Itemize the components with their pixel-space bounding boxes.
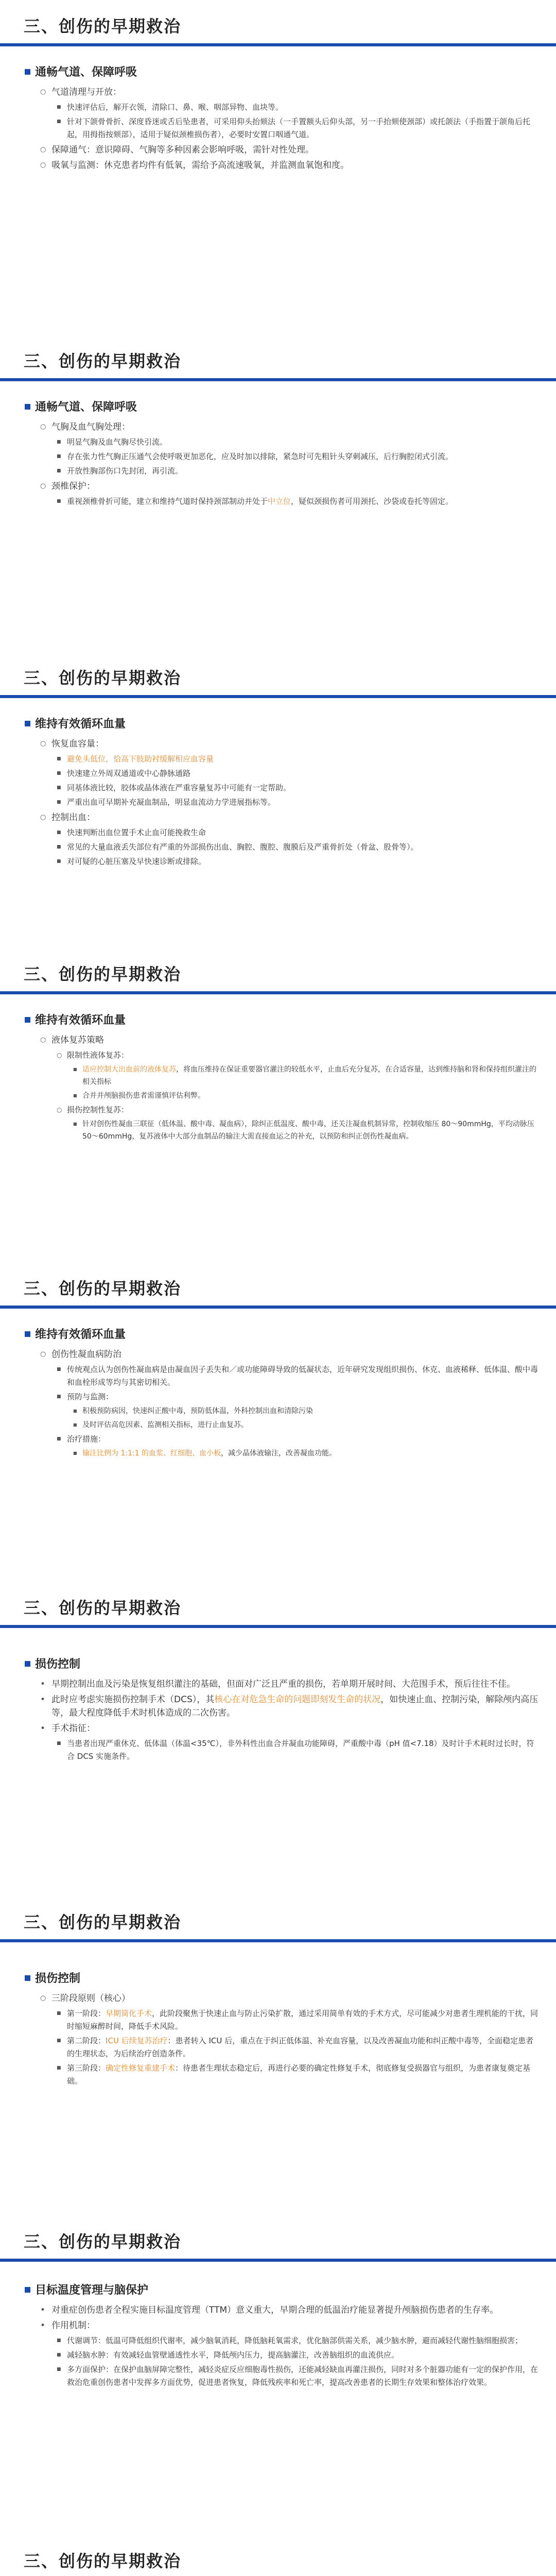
slide-title: 三、创伤的早期救治 xyxy=(24,351,182,371)
list-item: ■ 避免头低位，恰高下肢助衬缓解相应血容量 xyxy=(57,753,540,766)
slide-title: 三、创伤的早期救治 xyxy=(24,2551,182,2571)
list-item: ■ 针对创伤性凝血三联征（低体温、酸中毒、凝血病），除纠正低温度、酸中毒，还关注凝血机制异常，控制收缩压 80～90mmHg，平均动脉压 50～60mmHg，复苏液体中大部分血制品的输注大需直接血运之的补充，以预防和纠正创伤性凝血病。 xyxy=(73,1118,540,1143)
list-item: ■ 对可疑的心脏压塞及早快速诊断或排除。 xyxy=(57,855,540,868)
title-rule xyxy=(0,1939,556,1942)
list-item: ■ 及时评估高危因素、监测相关指标，进行止血复苏。 xyxy=(73,1419,540,1431)
slide-5 xyxy=(0,1262,556,1551)
list-item: ■ 适应控制大出血前的液体复苏，将血压维持在保证重要器官灌注的较低水平，止血后充分复苏，在合适容量，达到维持脑和肾和保持组织灌注的相关指标 xyxy=(73,1063,540,1088)
list-item: ○ 损伤控制性复苏： xyxy=(57,1104,540,1116)
list-item: ■ 第三阶段：确定性修复重建手术：待患者生理状态稳定后，再进行必要的确定性修复手术，彻底修复受损器官与组织，为患者康复奠定基础。 xyxy=(57,2062,540,2088)
slide-title: 三、创伤的早期救治 xyxy=(24,964,182,984)
title-rule xyxy=(0,378,556,381)
list-item: ○ 三阶段原则（核心） xyxy=(40,1992,540,2005)
slide-6 xyxy=(0,1582,556,1860)
list-item: ■ 传统观点认为创伤性凝血病是由凝血因子丢失和／或功能障碍导致的低凝状态，近年研究发现组织损伤、休克、血液稀释、低体温、酸中毒和血栓形成等均与其密切相关。 xyxy=(57,1363,540,1389)
list-item: ○ 气胸及血气胸处理： xyxy=(40,420,540,434)
list-item: • 对重症创伤患者全程实施目标温度管理（TTM）意义重大，早期合理的低温治疗能显著提升颅脑损伤患者的生存率。 xyxy=(40,2303,540,2317)
list-item: ■ 重视颈椎骨折可能，建立和维持气道时保持颈部制动并处于中立位，疑似颈损伤者可用颈托、沙袋或卷托等固定。 xyxy=(57,495,540,508)
list-item: ■ 快速评估后，解开衣领，清除口、鼻、喉、咽部异物、血块等。 xyxy=(57,101,540,114)
list-item: ■ 代谢调节：低温可降低组织代谢率，减少脑氧消耗，降低脑耗氧需求，优化脑部供需关系，减少脑水肿，避而减轻代谢性脑细胞损害； xyxy=(57,2334,540,2347)
list-item: ■ 积极预防病因，快速纠正酸中毒，预防低体温，外科控制出血和清除污染 xyxy=(73,1405,540,1417)
list-item: ■ 存在张力性气胸正压通气会使呼吸更加恶化，应及时加以排除，紧急时可先粗针头穿刺减压，后行胸腔闭式引流。 xyxy=(57,450,540,463)
title-rule xyxy=(0,991,556,994)
list-item: ○ 保障通气：意识障碍、气胸等多种因素会影响呼吸，需针对性处理。 xyxy=(40,143,540,157)
list-item: ○ 控制出血： xyxy=(40,811,540,824)
slide-3 xyxy=(0,652,556,940)
list-item: ■ 同基体液比较，胶体或晶体液在严重容量复苏中可能有一定帮助。 xyxy=(57,782,540,794)
list-item: ■ 第二阶段：ICU 后续复苏治疗：患者转入 ICU 后，重点在于纠正低体温、补充血容量，以及改善凝血功能和纠正酸中毒等，全面稳定患者的生理状态，为后续治疗创造条件。 xyxy=(57,2035,540,2060)
list-item: • 早期控制出血及污染是恢复组织灌注的基础，但面对广泛且严重的损伤，若单期开展时间、大范围手术，预后往往不佳。 xyxy=(40,1677,540,1691)
list-item: ○ 恢复血容量： xyxy=(40,737,540,751)
list-item: ■ 开放性胸部伤口先封闭，再引流。 xyxy=(57,465,540,478)
list-item: ■ 常见的大量血液丢失部位有严重的外部损伤出血、胸腔、腹腔、腹膜后及严重骨折处（骨盆、股骨等）。 xyxy=(57,841,540,854)
list-item: ■ 当患者出现严重休克、低体温（体温<35℃），非外科性出血合并凝血功能障碍，严重酸中毒（pH 值<7.18）及时计手术耗时过长时，符合 DCS 实施条件。 xyxy=(57,1737,540,1763)
list-item: ○ 吸氧与监测：休克患者均件有低氧，需给予高流速吸氧，并监测血氧饱和度。 xyxy=(40,159,540,172)
slide-8 xyxy=(0,2215,556,2514)
slide-title: 三、创伤的早期救治 xyxy=(24,1279,182,1298)
section-heading: 通畅气道、保障呼吸 xyxy=(25,400,540,415)
list-item: ■ 第一阶段：早期简化手术，此阶段聚焦于快速止血与防止污染扩散，通过采用简单有效的手术方式，尽可能减少对患者生理机能的干扰，同时缩短麻醉时间，降低手术风险。 xyxy=(57,2007,540,2033)
section-heading: 通畅气道、保障呼吸 xyxy=(25,65,540,80)
list-item: ■ 针对下颌骨骨折、深度昏迷或舌后坠患者，可采用仰头抬颏法（一手置额头后仰头部，另一手抬颏使颈部）或托颌法（手指置于颌角后托起，用拇指按颏部），适用于疑似颈椎损伤者），必要时安置口咽通气道。 xyxy=(57,115,540,141)
slide-title: 三、创伤的早期救治 xyxy=(24,2232,182,2251)
slide-title: 三、创伤的早期救治 xyxy=(24,668,182,688)
list-item: ○ 液体复苏策略 xyxy=(40,1033,540,1047)
list-item: ■ 严重出血可早期补充凝血制品，明显血流动力学进展指标等。 xyxy=(57,796,540,809)
list-item: ■ 减轻脑水肿：有效减轻血管壁通透性水平，降低颅内压力，提高脑灌注，改善脑组织的血流供应。 xyxy=(57,2349,540,2362)
slide-9 xyxy=(0,2535,556,2576)
section-heading: 目标温度管理与脑保护 xyxy=(25,2283,540,2298)
title-rule xyxy=(0,695,556,698)
section-heading: 损伤控制 xyxy=(25,1657,540,1672)
slide-title: 三、创伤的早期救治 xyxy=(24,1598,182,1618)
slide-title: 三、创伤的早期救治 xyxy=(24,16,182,36)
list-item: ■ 治疗措施： xyxy=(57,1433,540,1446)
list-item: ■ 多方面保护：在保护血脑屏障完整性，减轻炎症反应细胞毒性损伤，还能减轻缺血再灌注损伤，同时对多个脏器功能有一定的保护作用，在救治危重创伤患者中发挥多方面优势，促进患者恢复，降低残疾率和死亡率，提高改善患者的长期生存效果和整体治疗效果。 xyxy=(57,2363,540,2389)
section-heading: 维持有效循环血量 xyxy=(25,1013,540,1028)
section-heading: 维持有效循环血量 xyxy=(25,1327,540,1343)
list-item: ■ 输注比例为 1:1:1 的血浆、红细胞、血小板，减少晶体液输注，改善凝血功能。 xyxy=(73,1447,540,1460)
list-item: ■ 快速建立外周双通道或中心静脉通路 xyxy=(57,767,540,780)
slide-title: 三、创伤的早期救治 xyxy=(24,1912,182,1932)
list-item: • 作用机制： xyxy=(40,2319,540,2332)
list-item: ○ 颈椎保护： xyxy=(40,480,540,493)
list-item: ○ 气道清理与开放： xyxy=(40,86,540,99)
section-heading: 维持有效循环血量 xyxy=(25,717,540,732)
list-item: ■ 合并并颅脑损伤患者需谨慎评估利弊。 xyxy=(73,1090,540,1102)
list-item: ○ 限制性液体复苏： xyxy=(57,1049,540,1062)
section-heading: 损伤控制 xyxy=(25,1971,540,1987)
list-item: • 此时应考虑实施损伤控制手术（DCS），其核心在对危急生命的问题即刻发生命的状况，如快速止血、控制污染，解除颅内高压等，最大程度降低手术时机体造成的二次伤害。 xyxy=(40,1693,540,1720)
list-item: ■ 快速判断出血位置手术止血可能挽救生命 xyxy=(57,826,540,839)
slide-1 xyxy=(0,0,556,304)
slide-7 xyxy=(0,1896,556,2195)
list-item: ○ 创伤性凝血病防治 xyxy=(40,1348,540,1361)
slide-2 xyxy=(0,335,556,623)
list-item: ■ 明显气胸及血气胸尽快引流。 xyxy=(57,436,540,449)
list-item: • 手术指征： xyxy=(40,1722,540,1735)
list-item: ■ 预防与监测： xyxy=(57,1391,540,1403)
slide-4 xyxy=(0,948,556,1247)
title-rule xyxy=(0,2259,556,2262)
title-rule xyxy=(0,1625,556,1628)
title-rule xyxy=(0,43,556,46)
title-rule xyxy=(0,1306,556,1309)
